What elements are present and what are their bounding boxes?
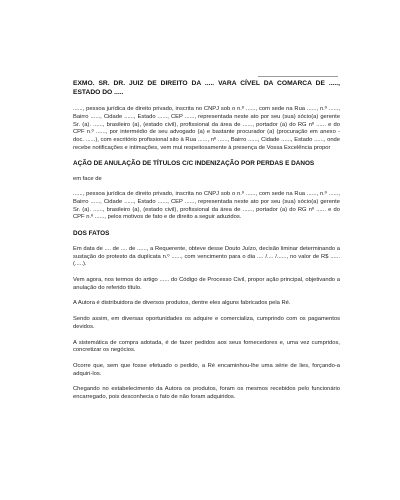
facts-paragraph: Vem agora, nos termos do artigo ...... do Código de Processo Civil, propor ação principal, objetivando a anulação do referido título. <box>73 277 340 291</box>
facts-paragraph: Sendo assim, em diversas oportunidades os adquire e comercializa, cumprindo com os pagamentos devidos. <box>73 316 340 330</box>
plaintiff-qualification-paragraph: ......, pessoa jurídica de direito privado, inscrita no CNPJ sob o n.º ......, com sede na Rua ......, n.º ......, Bairro ......, Cidade ......, Estado ......, CEP ......, representada neste ato por seu (sua) sócio(a) gerente Sr. (a). ......, brasileiro (a), (estado civil), profissional da área de ......, portador (a) do RG nº ...... e do CPF n.º ......, por intermédio de seu advogado (a) e bastante procurador (a) (procuração em anexo - doc. ......), com escritório profissional sito à Rua ......, nº ......, Bairro ......, Cidade ......, Estado ......, onde recebe notificações e intimações, vem mui respeitosamente à presença de Vossa Excelência propor <box>73 106 340 151</box>
facts-paragraph: A Autora é distribuidora de diversos produtos, dentre eles alguns fabricados pela Ré. <box>73 300 291 307</box>
against-text: em face de <box>73 176 102 183</box>
top-signature-line <box>258 76 338 77</box>
facts-paragraph: Ocorre que, sem que fosse efetuado o pedido, a Ré encaminhou-lhe uma série de lies, forçando-a adquiri-los. <box>73 362 340 377</box>
court-address-heading: EXMO. SR. DR. JUIZ DE DIREITO DA ..... VARA CÍVEL DA COMARCA DE ....., ESTADO DO ..... <box>73 80 340 96</box>
defendant-qualification-paragraph: ......, pessoa jurídica de direito privado, inscrita no CNPJ sob o n.º ......, com sede na Rua ......, n.º ......, Bairro ......, Cidade ......, Estado ......, CEP ......, representada neste ato por seu (sua) sócio(a) gerente Sr. (a). ......, brasileiro (a), (estado civil), profissional da área de ......, portador (a) do RG nº ...... e do CPF n.º ......, pelos motivos de fato e de direito a seguir aduzidos. <box>73 191 340 221</box>
facts-paragraph: Chegando no estabelecimento da Autora os produtos, foram os mesmos recebidos pelo funcionário encarregado, pois desconhecia o fato de não foram adquiridos. <box>73 386 340 401</box>
facts-paragraph: Em data de .... de .... de ......, a Requerente, obteve desse Douto Juízo, decisão liminar determinando a sustação do protesto da duplicata n.º ......, com vencimento para o dia .... /.... /......, no valor de R$ ...... (.....). <box>73 245 340 268</box>
facts-section-title: DOS FATOS <box>73 229 110 237</box>
document-body <box>73 80 340 410</box>
action-title: AÇÃO DE ANULAÇÃO DE TÍTULOS C/C INDENIZAÇÃO POR PERDAS E DANOS <box>73 160 315 168</box>
facts-paragraph: A sistemática de compra adotada, é de fazer pedidos aos seus fornecedores e, uma vez cumpridos, concretizar os negócios. <box>73 339 340 354</box>
